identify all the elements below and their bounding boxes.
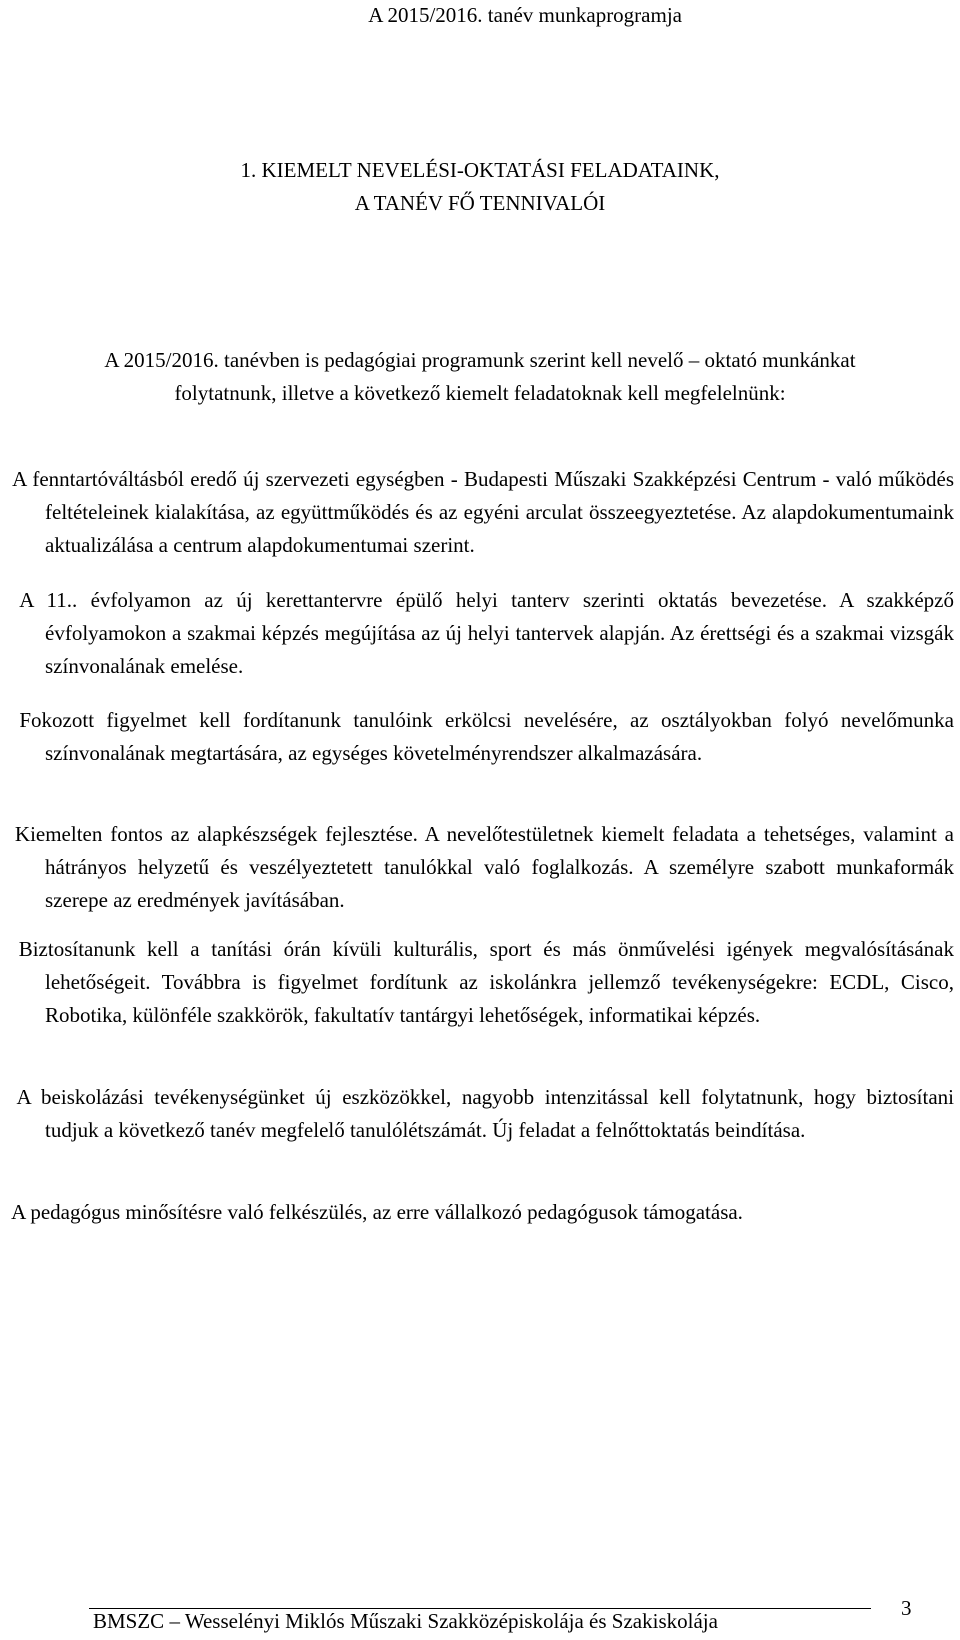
task-text: Biztosítanunk kell a tanítási órán kívüli kulturális, sport és más önművelési igények megvalósításának lehetőségeit. Továbbra is figyelmet fordítunk az iskolánkra jellemző tevékenységekre: ECDL, Cisco, Robotika, különféle szakkörök, fakultatív tantárgyi lehetőségek, informatikai képzés. xyxy=(18,937,954,1027)
intro-line-1: A 2015/2016. tanévben is pedagógiai programunk szerint kell nevelő – oktató munkánkat xyxy=(104,348,856,372)
task-text: A pedagógus minősítésre való felkészülés, az erre vállalkozó pedagógusok támogatása. xyxy=(11,1200,743,1224)
task-item-1-7 xyxy=(7,1196,954,1229)
task-text: A beiskolázási tevékenységünket új eszközökkel, nagyobb intenzitással kell folytatnunk, hogy biztosítani tudjuk a következő tanév megfelelő tanulólétszámát. Új feladat a felnőttoktatás beindítása. xyxy=(16,1085,954,1142)
task-item-1-3 xyxy=(7,704,954,770)
task-text: A fenntartóváltásból eredő új szervezeti egységben - Budapesti Műszaki Szakképzési Centrum - való működés feltételeinek kialakítása, az együttműködés és az egyéni arculat összeegyeztetése. Az alapdokumentumaink aktualizálása a centrum alapdokumentumai szerint. xyxy=(12,467,954,557)
task-item-1-6 xyxy=(7,1081,954,1147)
page-number: 3 xyxy=(901,1596,912,1620)
intro-line-2: folytatnunk, illetve a következő kiemelt feladatoknak kell megfelelnünk: xyxy=(174,381,786,405)
chapter-title-line-1: 1. KIEMELT NEVELÉSI-OKTATÁSI FELADATAINK, xyxy=(240,158,720,182)
chapter-title xyxy=(0,154,960,220)
task-item-1-4 xyxy=(7,818,954,917)
task-item-1-2 xyxy=(7,584,954,683)
task-item-1-1 xyxy=(7,463,954,562)
intro-paragraph xyxy=(0,344,960,410)
task-text: Fokozott figyelmet kell fordítanunk tanulóink erkölcsi nevelésére, az osztályokban folyó nevelőmunka színvonalának megtartására, az egységes követelményrendszer alkalmazására. xyxy=(19,708,955,765)
task-text: A 11.. évfolyamon az új kerettantervre épülő helyi tanterv szerinti oktatás bevezetése. A szakképző évfolyamokon a szakmai képzés megújítása az új helyi tantervek alapján. Az érettségi és a szakmai vizsgák színvonalának emelése. xyxy=(19,588,954,678)
task-item-1-5 xyxy=(7,933,954,1032)
chapter-title-line-2: A TANÉV FŐ TENNIVALÓI xyxy=(354,191,606,215)
task-text: Kiemelten fontos az alapkészségek fejlesztése. A nevelőtestületnek kiemelt feladata a tehetséges, valamint a hátrányos helyzetű és veszélyeztetett tanulókkal való foglalkozás. A személyre szabott munkaformák szerepe az eredmények javításában. xyxy=(14,822,955,912)
footer-institution: BMSZC – Wesselényi Miklós Műszaki Szakközépiskolája és Szakiskolája xyxy=(93,1609,718,1633)
running-header: A 2015/2016. tanév munkaprogramja xyxy=(368,3,682,27)
